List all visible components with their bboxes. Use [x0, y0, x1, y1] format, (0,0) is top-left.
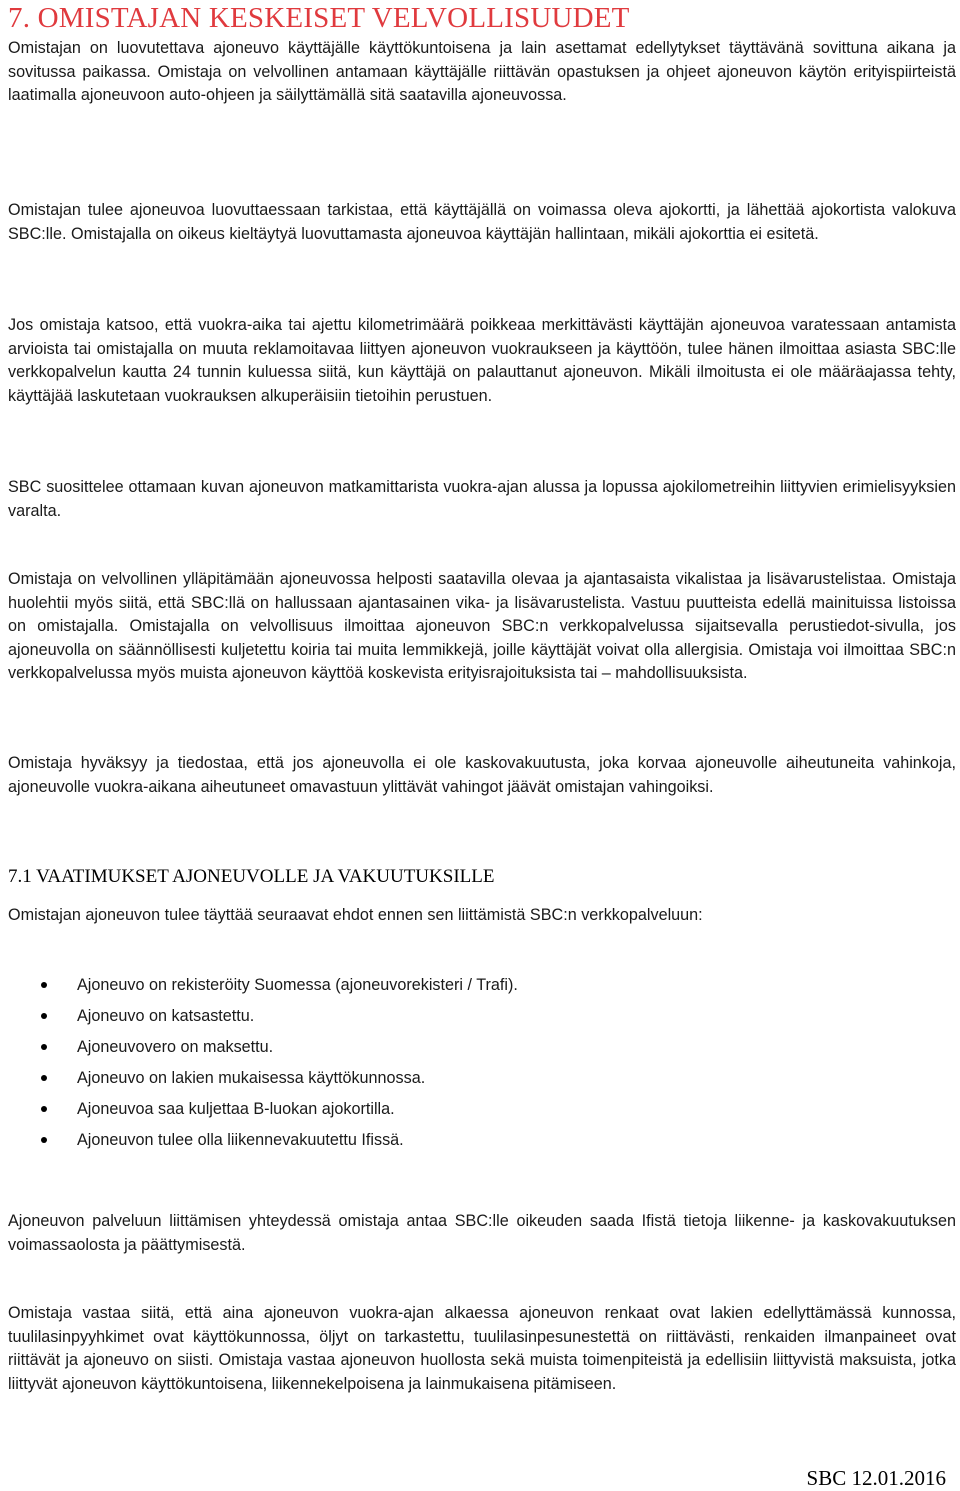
list-item: Ajoneuvoa saa kuljettaa B-luokan ajokortilla.	[0, 1097, 900, 1128]
list-item: Ajoneuvovero on maksettu.	[0, 1035, 900, 1066]
bullet-icon	[41, 982, 47, 988]
requirements-list	[0, 973, 900, 1159]
subsection-heading: 7.1 VAATIMUKSET AJONEUVOLLE JA VAKUUTUKSILLE	[8, 866, 495, 887]
paragraph-handover: Omistajan on luovutettava ajoneuvo käyttäjälle käyttökuntoisena ja lain asettamat edellytykset täyttävänä sovittuna aikana ja sovitussa paikassa. Omistaja on velvollinen antamaan käyttäjälle riittävän opastuksen ja ohjeet ajoneuvon käytön erityispiirteistä laatimalla ajoneuvoon auto-ohjeen ja säilyttämällä sitä saatavilla ajoneuvossa.	[8, 39, 956, 105]
list-item: Ajoneuvo on katsastettu.	[0, 1004, 900, 1035]
paragraph-insurance: Omistaja hyväksyy ja tiedostaa, että jos ajoneuvolla ei ole kaskovakuutusta, joka korvaa ajoneuvolle aiheutuneita vahinkoja, ajoneuvolle vuokra-aikana aiheutuneet omavastuun ylittävät vahingot jäävät omistajan vahingoiksi.	[8, 754, 956, 796]
list-item: Ajoneuvon tulee olla liikennevakuutettu Ifissä.	[0, 1128, 900, 1159]
paragraph-reclamation: Jos omistaja katsoo, että vuokra-aika tai ajettu kilometrimäärä poikkeaa merkittävästi käyttäjän ajoneuvoa varatessaan antamista arvioista tai omistajalla on muuta reklamoitavaa liittyen ajoneuvon vuokraukseen ja käyttöön, tulee hänen ilmoittaa asiasta SBC:lle verkkopalvelun kautta 24 tunnin kuluessa siitä, kun käyttäjä on palauttanut ajoneuvon. Mikäli ilmoitusta ei ole määräajassa tehty, käyttäjää laskutetaan vuokrauksen alkuperäisiin tietoihin perustuen.	[8, 316, 956, 405]
paragraph-fault-list: Omistaja on velvollinen ylläpitämään ajoneuvossa helposti saatavilla olevaa ja ajantasaista vikalistaa ja lisävarustelistaa. Omistaja huolehtii myös siitä, että SBC:llä on hallussaan ajantasainen vika- ja lisävarustelista. Vastuu puutteista edellä mainituissa listoissa on omistajalla. Omistajalla on velvollisuus ilmoittaa ajoneuvon SBC:n verkkopalvelussa sijaitsevalla perustiedot-sivulla, jos ajoneuvolla on säännöllisesti kuljetettu koiria tai muita lemmikkejä, joille käyttäjät voivat olla allergisia. Omistaja voi ilmoittaa SBC:n verkkopalvelussa myös muista ajoneuvon käyttöä koskevista erityisrajoituksista tai – mahdollisuuksista.	[8, 570, 956, 683]
footer-date: SBC 12.01.2016	[806, 1466, 946, 1490]
bullet-icon	[41, 1044, 47, 1050]
requirements-intro: Omistajan ajoneuvon tulee täyttää seuraavat ehdot ennen sen liittämistä SBC:n verkkopalveluun:	[8, 906, 703, 924]
paragraph-vehicle-condition: Omistaja vastaa siitä, että aina ajoneuvon vuokra-ajan alkaessa ajoneuvon renkaat ovat lakien edellyttämässä kunnossa, tuulilasinpyyhkimet ovat käyttökunnossa, öljyt on tarkastettu, tuulilasinpesunestettä on riittävästi, renkaiden ilmanpaineet ovat riittävät ja ajoneuvo on siisti. Omistaja vastaa ajoneuvon huollosta sekä muista toimenpiteistä ja edellisiin liittyvistä maksuista, jotka liittyvät ajoneuvon käyttökuntoisena, liikennekelpoisena ja lainmukaisena pitämiseen.	[8, 1304, 956, 1393]
list-item: Ajoneuvo on lakien mukaisessa käyttökunnossa.	[0, 1066, 900, 1097]
paragraph-odometer: SBC suosittelee ottamaan kuvan ajoneuvon matkamittarista vuokra-ajan alussa ja lopussa ajokilometreihin liittyvien erimielisyyksien varalta.	[8, 478, 956, 520]
section-heading: 7. OMISTAJAN KESKEISET VELVOLLISUUDET	[8, 2, 630, 34]
bullet-icon	[41, 1075, 47, 1081]
bullet-icon	[41, 1137, 47, 1143]
paragraph-license-check: Omistajan tulee ajoneuvoa luovuttaessaan tarkistaa, että käyttäjällä on voimassa oleva ajokortti, ja lähettää ajokortista valokuva SBC:lle. Omistajalla on oikeus kieltäytyä luovuttamasta ajoneuvoa käyttäjän hallintaan, mikäli ajokorttia ei esitetä.	[8, 201, 956, 243]
list-item: Ajoneuvo on rekisteröity Suomessa (ajoneuvorekisteri / Trafi).	[0, 973, 900, 1004]
bullet-icon	[41, 1013, 47, 1019]
paragraph-if-consent: Ajoneuvon palveluun liittämisen yhteydessä omistaja antaa SBC:lle oikeuden saada Ifistä tietoja liikenne- ja kaskovakuutuksen voimassaolosta ja päättymisestä.	[8, 1212, 956, 1254]
bullet-icon	[41, 1106, 47, 1112]
